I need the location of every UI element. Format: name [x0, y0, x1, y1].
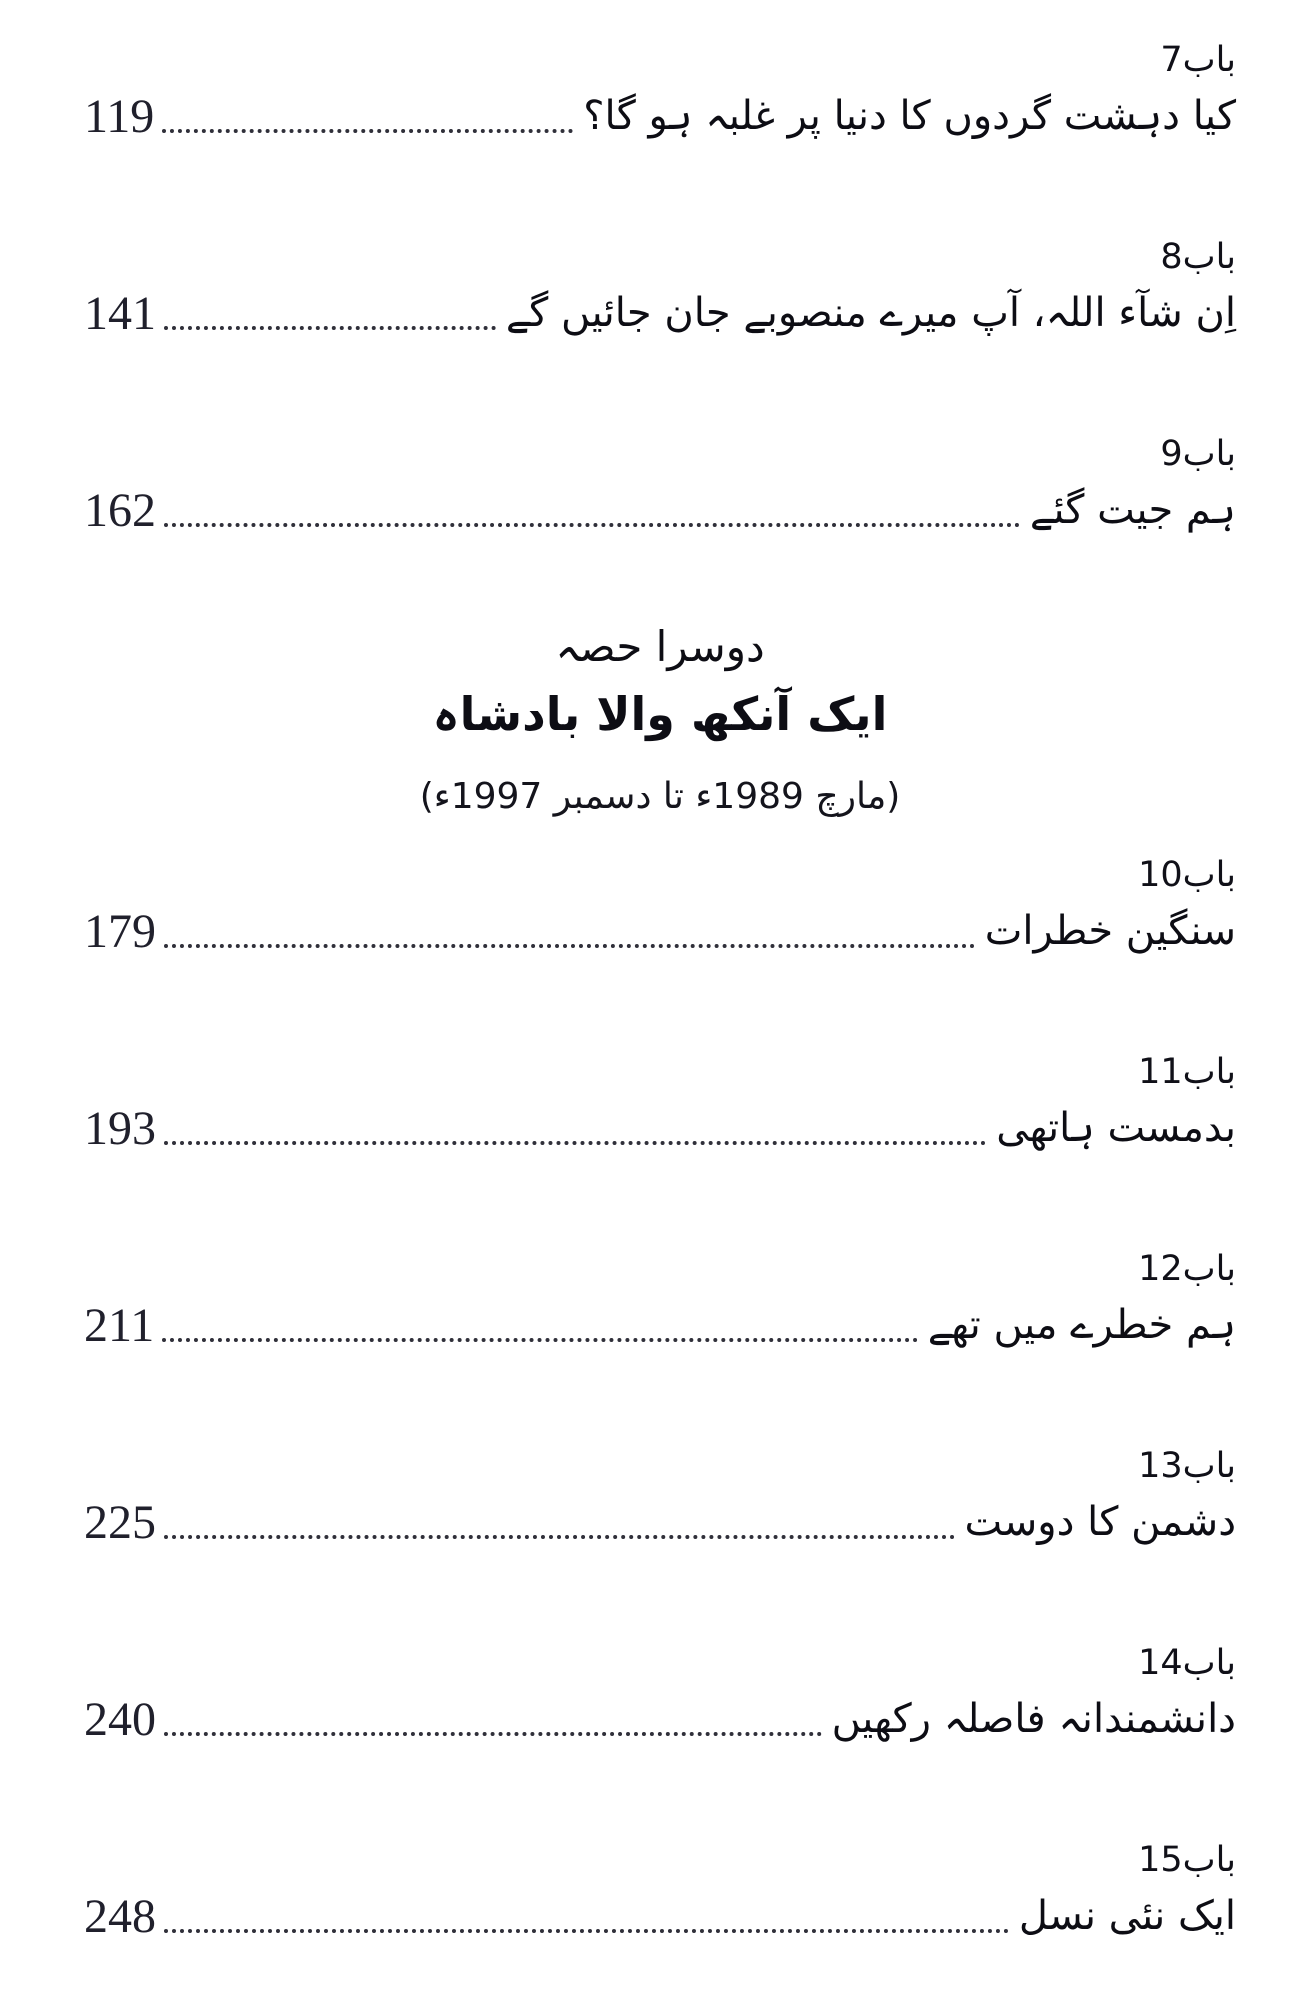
- dot-leader: [164, 1929, 1009, 1933]
- chapter-title: کیا دہشت گردوں کا دنیا پر غلبہ ہو گا؟: [583, 93, 1236, 139]
- toc-entry-chapter-14: [84, 1639, 1236, 1750]
- chapter-title: بدمست ہاتھی: [996, 1104, 1236, 1151]
- chapter-title: ہم جیت گئے: [1029, 487, 1236, 533]
- chapter-number-label: باب13: [1138, 1445, 1236, 1486]
- toc-entry-chapter-9: [84, 430, 1236, 541]
- part-heading: دوسرا حصہ: [555, 622, 765, 671]
- page-number: 211: [84, 1298, 155, 1352]
- page-number: 162: [84, 484, 156, 537]
- page-number: 225: [84, 1495, 156, 1549]
- chapter-title: ہم خطرے میں تھے: [927, 1301, 1236, 1348]
- page-number: 179: [84, 904, 156, 958]
- page-number: 193: [84, 1101, 156, 1155]
- toc-title-row: [84, 1688, 1236, 1750]
- toc-entry-chapter-15: [84, 1836, 1236, 1947]
- chapter-title: اِن شآء اللہ، آپ میرے منصوبے جان جائیں گے: [505, 290, 1236, 336]
- chapter-number-label: باب12: [1138, 1248, 1236, 1289]
- chapter-number-label: باب10: [1138, 854, 1236, 895]
- chapter-number-label: باب9: [1160, 434, 1236, 474]
- page-number: 248: [84, 1889, 156, 1943]
- dot-leader: [162, 129, 573, 133]
- toc-entry-chapter-13: [84, 1442, 1236, 1553]
- page-number: 240: [84, 1692, 156, 1746]
- dot-leader: [164, 944, 975, 948]
- dot-leader: [164, 326, 496, 330]
- dot-leader: [162, 1338, 918, 1342]
- toc-title-row: [84, 1097, 1236, 1159]
- dot-leader: [164, 523, 1020, 527]
- toc-title-row: [84, 282, 1236, 344]
- chapter-number-label: باب14: [1138, 1642, 1236, 1683]
- toc-title-row: [84, 479, 1236, 541]
- chapter-number-label: باب11: [1138, 1051, 1236, 1092]
- dot-leader: [164, 1141, 986, 1145]
- part-title: ایک آنکھ والا بادشاہ: [432, 687, 888, 741]
- chapter-number-label: باب7: [1160, 40, 1236, 80]
- toc-entry-chapter-12: [84, 1245, 1236, 1356]
- toc-title-row: [84, 1491, 1236, 1553]
- part-date-range: (مارچ 1989ء تا دسمبر 1997ء): [419, 775, 901, 817]
- toc-entry-chapter-11: [84, 1048, 1236, 1159]
- dot-leader: [164, 1732, 822, 1736]
- toc-title-row: [84, 900, 1236, 962]
- chapter-title: دانشمندانہ فاصلہ رکھیں: [831, 1695, 1236, 1742]
- toc-title-row: [84, 1885, 1236, 1947]
- toc-entry-chapter-10: [84, 851, 1236, 962]
- part-divider: [84, 615, 1236, 827]
- dot-leader: [164, 1535, 955, 1539]
- toc-entry-chapter-8: [84, 233, 1236, 344]
- chapter-title: ایک نئی نسل: [1018, 1892, 1236, 1939]
- chapter-title: دشمن کا دوست: [964, 1498, 1236, 1545]
- page-number: 141: [84, 287, 156, 340]
- chapter-number-label: باب8: [1160, 237, 1236, 277]
- toc-title-row: [84, 85, 1236, 147]
- toc-entry-chapter-7: [84, 36, 1236, 147]
- chapter-number-label: باب15: [1138, 1839, 1236, 1880]
- page-number: 119: [84, 90, 155, 143]
- toc-title-row: [84, 1294, 1236, 1356]
- chapter-title: سنگین خطرات: [984, 907, 1236, 954]
